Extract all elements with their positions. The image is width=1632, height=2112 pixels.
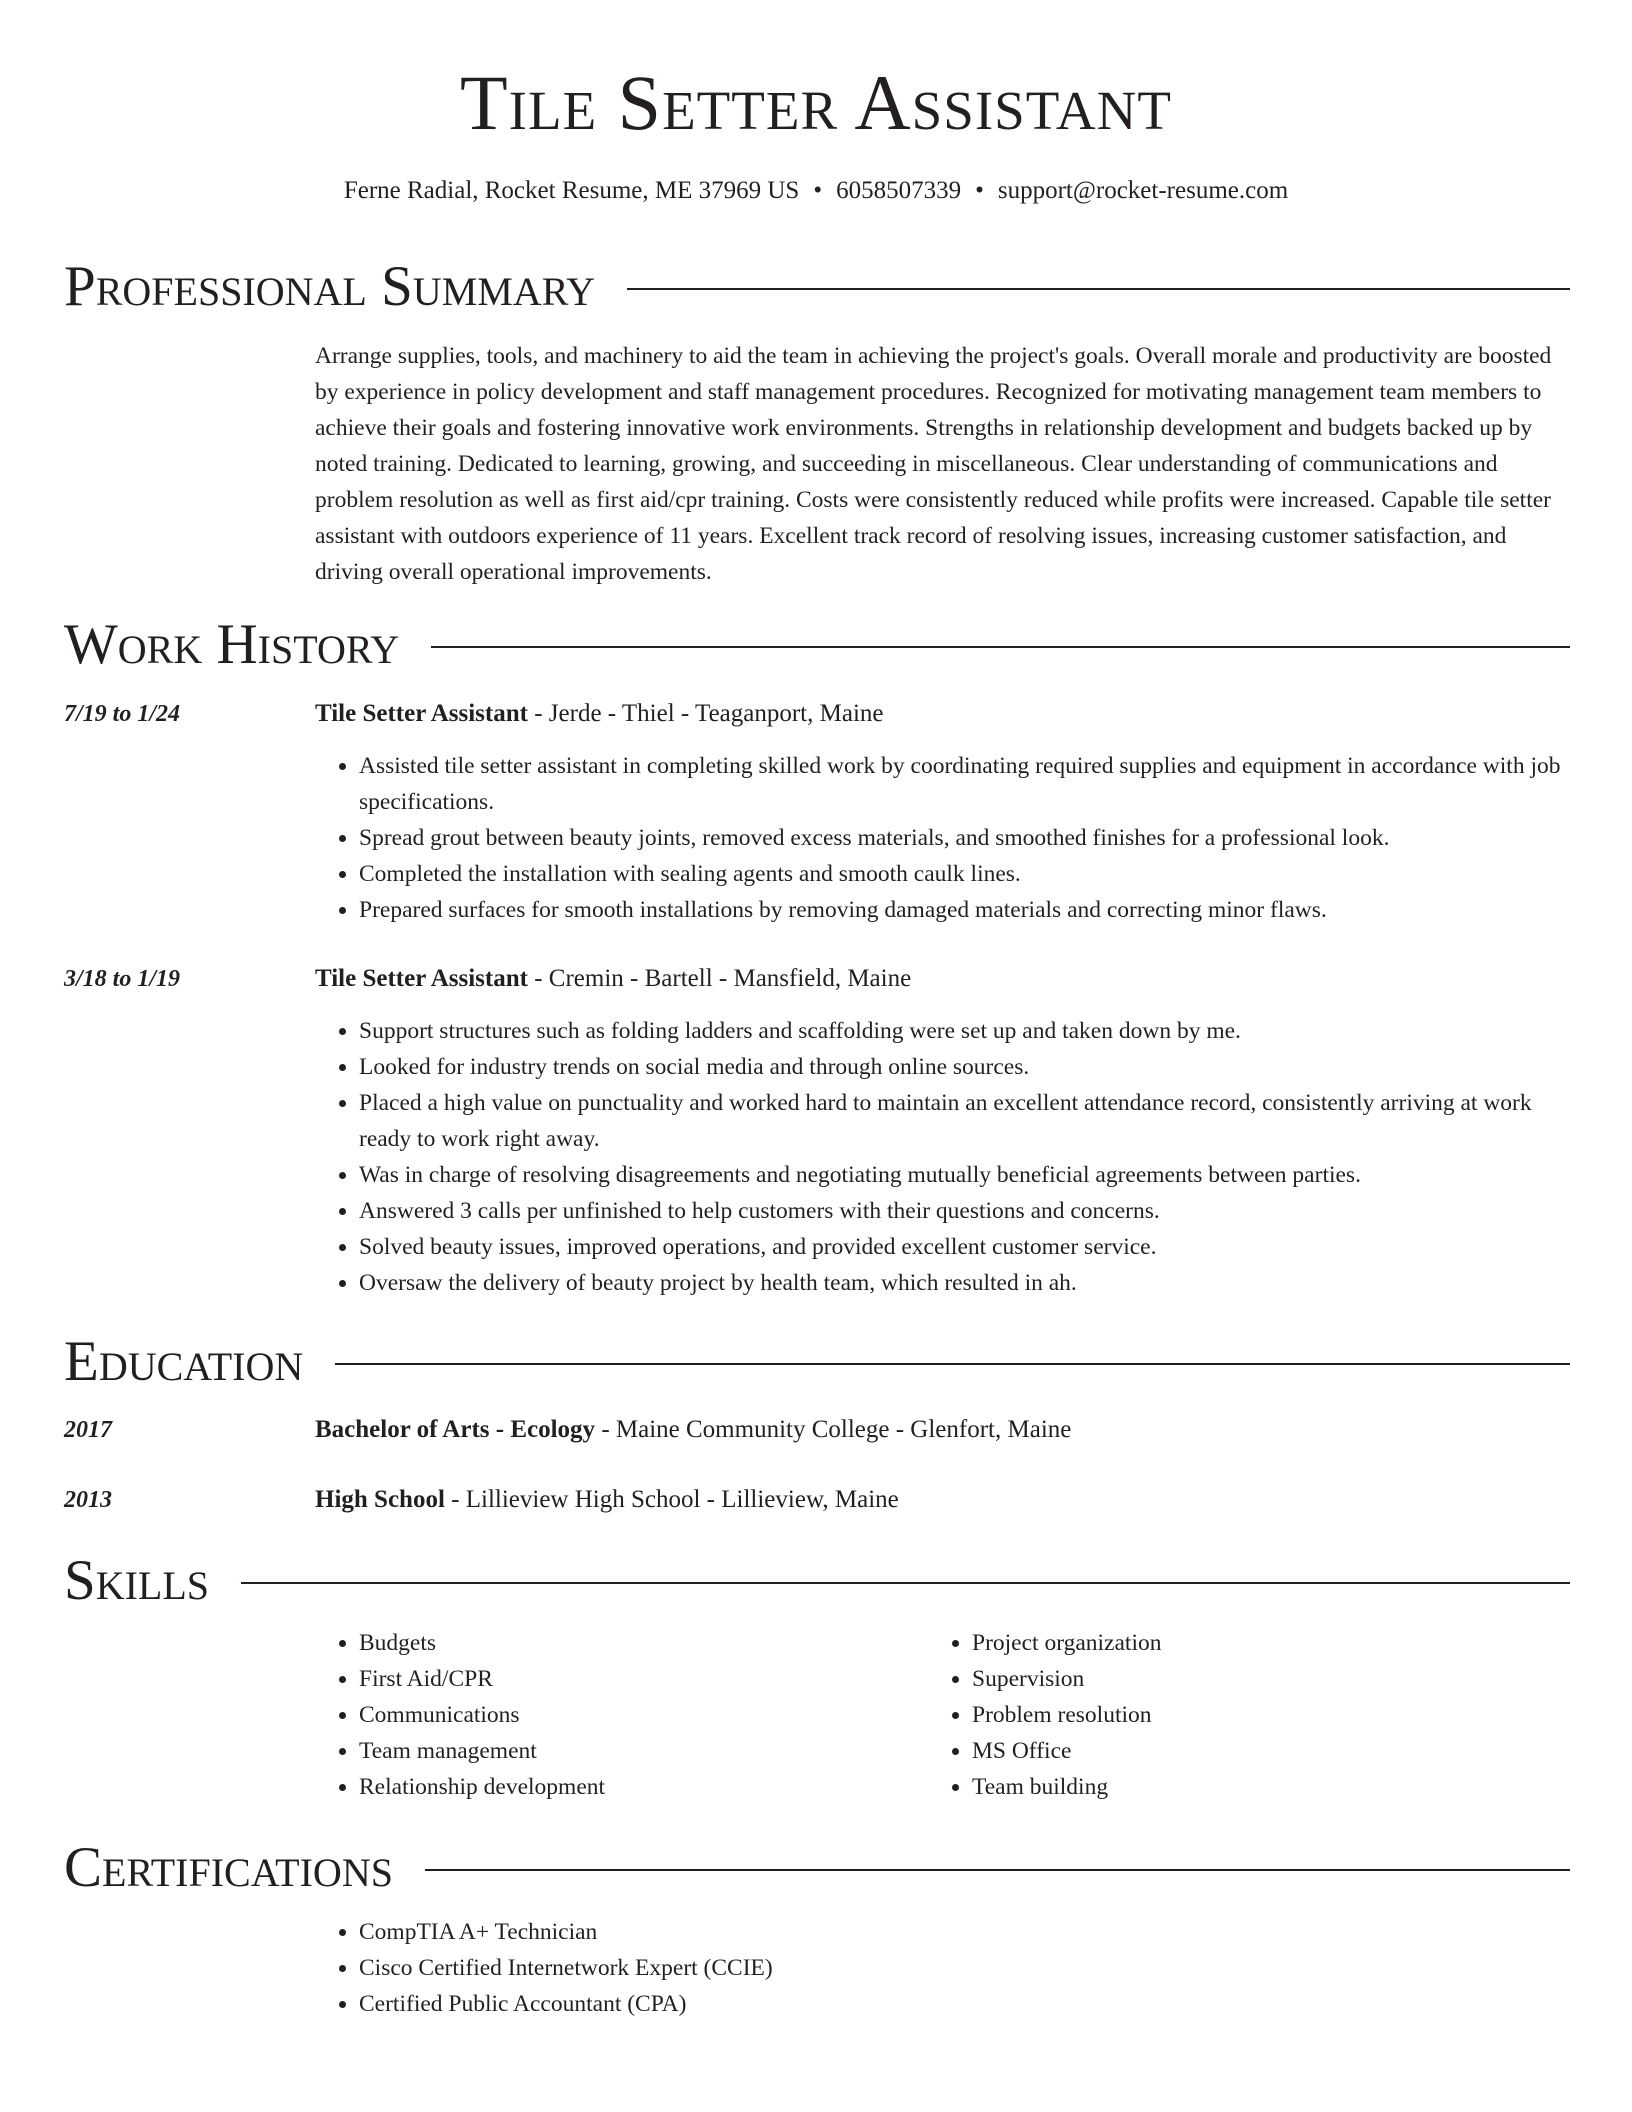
skill-item: • Budgets bbox=[359, 1625, 927, 1661]
summary-heading: Professional Summary bbox=[64, 255, 596, 318]
education-entry bbox=[315, 1483, 1569, 1517]
education-heading: Education bbox=[64, 1330, 304, 1393]
skill-item: • Project organization bbox=[972, 1625, 1540, 1661]
job-bullet: • Answered 3 calls per unfinished to help customers with their questions and concerns. bbox=[359, 1193, 1569, 1229]
job-bullet: • Looked for industry trends on social media and through online sources. bbox=[359, 1049, 1569, 1085]
work-heading: Work History bbox=[64, 613, 400, 676]
education-section-header bbox=[64, 1329, 1570, 1395]
skill-item: • Supervision bbox=[972, 1661, 1540, 1697]
skills-list-left bbox=[315, 1625, 927, 1805]
job-bullet: • Prepared surfaces for smooth installations by removing damaged materials and correcting minor flaws. bbox=[359, 892, 1569, 928]
certification-item: • CompTIA A+ Technician bbox=[359, 1914, 1569, 1950]
job-dates: 7/19 to 1/24 bbox=[64, 701, 181, 727]
job-bullet: • Spread grout between beauty joints, removed excess materials, and smoothed finishes for a professional look. bbox=[359, 820, 1569, 856]
certifications-list bbox=[315, 1914, 1569, 2022]
certifications-heading: Certifications bbox=[64, 1836, 393, 1899]
resume-name: Tile Setter Assistant bbox=[460, 59, 1172, 146]
education-entry bbox=[315, 1413, 1569, 1447]
skill-item: • Communications bbox=[359, 1697, 927, 1733]
skill-item: • Team building bbox=[972, 1769, 1540, 1805]
education-year: 2017 bbox=[64, 1417, 112, 1443]
job-bullets bbox=[315, 748, 1569, 928]
job-title-line bbox=[315, 962, 1569, 996]
summary-text: Arrange supplies, tools, and machinery to aid the team in achieving the project's goals. Overall morale and productivity are boosted by experience in policy development and staff management procedures. Recognized for motivating management team members to achieve their goals and fostering innovative work environments. Strengths in relationship development and budgets backed up by noted training. Dedicated to learning, growing, and succeeding in miscellaneous. Clear understanding of communications and problem resolution as well as first aid/cpr training. Costs were consistently reduced while profits were increased. Capable tile setter assistant with outdoors experience of 11 years. Excellent track record of resolving issues, increasing customer satisfaction, and driving overall operational improvements. bbox=[315, 343, 1552, 585]
job-bullet: • Placed a high value on punctuality and worked hard to maintain an excellent attendance record, consistently arriving at work ready to work right away. bbox=[359, 1085, 1569, 1157]
skills-heading: Skills bbox=[64, 1549, 210, 1612]
education-details: - Lillieview High School - Lillieview, Maine bbox=[444, 1486, 899, 1513]
summary-section-header bbox=[64, 254, 1570, 320]
contact-line bbox=[0, 174, 1632, 208]
job-bullet: • Oversaw the delivery of beauty project by health team, which resulted in ah. bbox=[359, 1265, 1569, 1301]
skills-list-right bbox=[928, 1625, 1540, 1805]
job-details: - Jerde - Thiel - Teaganport, Maine bbox=[527, 700, 884, 727]
education-degree: Bachelor of Arts - Ecology bbox=[315, 1416, 596, 1443]
job-dates: 3/18 to 1/19 bbox=[64, 966, 181, 992]
job-title: Tile Setter Assistant bbox=[315, 965, 528, 992]
job-bullet: • Completed the installation with sealing agents and smooth caulk lines. bbox=[359, 856, 1569, 892]
contact-email[interactable]: support@rocket-resume.com bbox=[997, 177, 1289, 204]
contact-address: Ferne Radial, Rocket Resume, ME 37969 US bbox=[343, 177, 800, 204]
skill-item: • First Aid/CPR bbox=[359, 1661, 927, 1697]
skill-item: • Relationship development bbox=[359, 1769, 927, 1805]
skill-item: • Team management bbox=[359, 1733, 927, 1769]
job-bullets bbox=[315, 1013, 1569, 1301]
section-divider bbox=[627, 288, 1570, 290]
job-title: Tile Setter Assistant bbox=[315, 700, 528, 727]
education-details: - Maine Community College - Glenfort, Maine bbox=[595, 1416, 1072, 1443]
skill-item: • MS Office bbox=[972, 1733, 1540, 1769]
skills-section-header bbox=[64, 1548, 1570, 1614]
certification-item: • Cisco Certified Internetwork Expert (CCIE) bbox=[359, 1950, 1569, 1986]
section-divider bbox=[241, 1582, 1570, 1584]
education-degree: High School bbox=[315, 1486, 445, 1513]
education-year: 2013 bbox=[64, 1487, 112, 1513]
job-details: - Cremin - Bartell - Mansfield, Maine bbox=[527, 965, 912, 992]
contact-separator: • bbox=[975, 177, 984, 204]
section-divider bbox=[431, 646, 1570, 648]
job-title-line bbox=[315, 697, 1569, 731]
job-bullet: • Support structures such as folding ladders and scaffolding were set up and taken down by me. bbox=[359, 1013, 1569, 1049]
work-section-header bbox=[64, 612, 1570, 678]
contact-separator: • bbox=[813, 177, 823, 204]
job-bullet: • Solved beauty issues, improved operations, and provided excellent customer service. bbox=[359, 1229, 1569, 1265]
job-bullet: • Was in charge of resolving disagreements and negotiating mutually beneficial agreements between parties. bbox=[359, 1157, 1569, 1193]
contact-phone: 6058507339 bbox=[836, 177, 962, 204]
section-divider bbox=[425, 1869, 1570, 1871]
certifications-section-header bbox=[64, 1835, 1570, 1901]
section-divider bbox=[335, 1363, 1570, 1365]
certification-item: • Certified Public Accountant (CPA) bbox=[359, 1986, 1569, 2022]
skill-item: • Problem resolution bbox=[972, 1697, 1540, 1733]
job-bullet: • Assisted tile setter assistant in completing skilled work by coordinating required supplies and equipment in accordance with job specifications. bbox=[359, 748, 1569, 820]
